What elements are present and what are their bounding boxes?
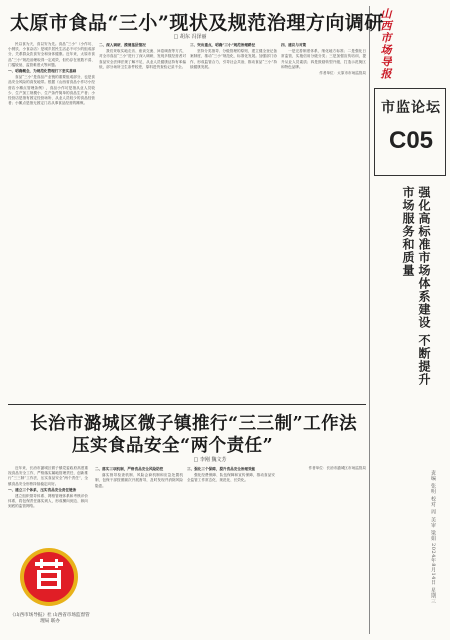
article1-heading-1: 一、明确概念，为规范化管理打下坚实基础 <box>8 69 77 74</box>
article2-heading-3: 三、强化三个保障，提升食品安全治理效能 <box>187 467 256 471</box>
section-name: 市监论坛 <box>381 100 441 116</box>
newspaper-logo: 山西市场导报 <box>379 8 392 80</box>
article2-title-line-2: 压实食品安全“两个责任” <box>72 436 274 456</box>
article1-heading-3: 三、突出重点，明确“三小”规范治理路径 <box>190 43 256 47</box>
article2-author-note: 作者单位：长治市潞城区市场监管局 <box>308 466 366 470</box>
article1-paragraph-4: 一是完善制度体系，细化地方标准；二是强化日常监管，实施信用分级分类；三是加强宣传培训，提升从业人员素质；四是鼓励转型升级，打造示范街区和特色品牌。 <box>281 49 366 69</box>
article1-heading-4: 四、建议与对策 <box>281 43 307 47</box>
article2-paragraph-1: 建立组织领导体系、网格管理体系和考核评价体系，将包保责任落实到人，形成横向到边、纵向到底的监管网络。 <box>8 494 88 509</box>
ad-caption: 《山西市场导报》社 山西省市场监督管理局 联办 <box>10 613 90 624</box>
article1-paragraph-1: 食品“三小”是食品产业链的重要组成部分，也是食品安全风险的高发地带。根据《山西省食品小作坊小经营店小摊点管理条例》，食品小作坊是指从业人员较少、生产加工规模小、生产条件简单的食品生产者；小经营店是指有固定经营场所、从业人员较少的食品经营者；小摊点是指无固定门店从事食品经营的摊贩。 <box>8 75 95 106</box>
article1-column-3 <box>190 42 277 398</box>
article2-heading-1: 一、建立三个体系，压实食品安全责任链条 <box>8 487 77 492</box>
article1-author-note: 作者单位：太原市市场监管局 <box>319 71 366 76</box>
article2-column-1 <box>8 466 88 538</box>
article-divider <box>8 404 366 405</box>
article1-paragraph-2: 我们采取实地走访、座谈交流、问卷调查等方式，对全市食品“三小”进行了深入调研，发现多数经营者对食品安全法律法规了解不足，从业人员健康证持有率偏低，部分场所卫生条件较差，原料进货查验记录不全。 <box>99 49 186 69</box>
article2-title-line-1: 长治市潞城区微子镇推行“三三制”工作法 <box>30 414 358 434</box>
article2-column-3 <box>187 466 275 632</box>
sidebar-slogan: 强化高标准市场体系建设 不断提升市场服务和质量 <box>401 186 431 387</box>
section-box <box>374 88 446 176</box>
issue-info: 责编 张明 校对 周 美审 梁娟 2024年8月14日 星期三 <box>430 470 436 604</box>
article1-byline: □ 胡东 冯泽丽 <box>173 34 207 40</box>
article2-lead: 近年来，长治市潞城区微子镇党委政府高度重视食品安全工作，严格落实属地管理责任，创新推行“三三制”工作法，压实食品安全“两个责任”，全镇食品安全形势持续稳定向好。 <box>8 466 88 486</box>
page-code: C05 <box>389 127 434 154</box>
article1-lead: 民以食为天，食以安为先。食品“三小”（小作坊、小餐饮、小食杂店）是城乡居民生活必不可少的组成部分，关系群众饮食安全和身体健康。近年来，太原市食品“三小”规范治理取得一定成效，但仍存在底数不清、门槛较低、监管难度大等问题。 <box>8 42 95 67</box>
article1-paragraph-3: 坚持分类指导、分级管理的原则，建立健全登记备案制度，推动“三小”规范化、标准化发展。加强部门协作，形成监管合力，引导社会共治，推动食品“三小”持续健康发展。 <box>190 49 277 69</box>
newspaper-emblem-icon <box>18 546 80 608</box>
article2-heading-2: 二、落实三项机制，严格食品安全风险防控 <box>95 467 164 471</box>
article1-column-1 <box>8 42 95 398</box>
article2-byline: □ 李刚 魏文芳 <box>193 457 227 463</box>
article1-column-4 <box>281 42 366 398</box>
article2-column-2 <box>95 466 183 632</box>
article1-heading-2: 二、深入调研，摸清基层情况 <box>99 43 146 47</box>
article2-paragraph-2: 落实督导检查机制、风险会商机制和应急处置机制，包保干部按照频次开展督导，及时发现并消除风险隐患。 <box>95 473 183 488</box>
article1-title: 太原市食品“三小”现状及规范治理方向调研 <box>10 12 384 34</box>
article1-column-2 <box>99 42 186 398</box>
article2-column-4 <box>279 466 366 632</box>
ad-logo <box>18 546 80 608</box>
article2-paragraph-3: 强化经费保障、队伍保障和宣传保障，推动食品安全监管工作常态化、规范化、长效化。 <box>187 473 275 483</box>
column-divider <box>369 6 370 634</box>
